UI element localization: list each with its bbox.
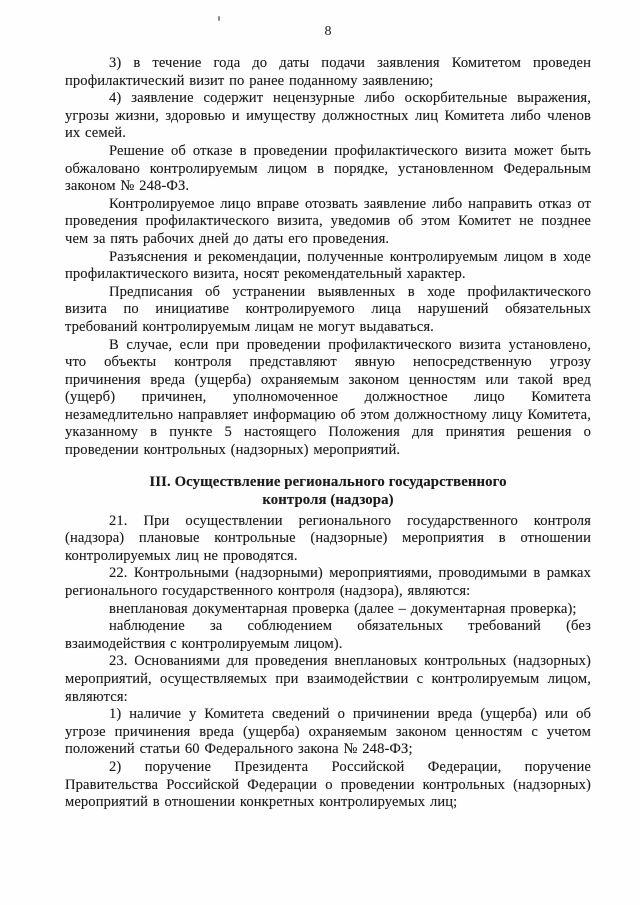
paragraph-item-4: 4) заявление содержит нецензурные либо оскорбительные выражения, угрозы жизни, здоровью и имуществу должностных лиц Комитета либо членов их семей. bbox=[65, 90, 591, 142]
paragraph-prescriptions: Предписания об устранении выявленных в ходе профилактического визита по инициативе контролируемого лица нарушений обязательных требований контролируемым лицам не могут выдаваться. bbox=[65, 283, 591, 335]
paragraph-point-23: 23. Основаниями для проведения внеплановых контрольных (надзорных) мероприятий, осуществляемых при взаимодействии с контролируемым лицом, являются: bbox=[65, 653, 591, 705]
paragraph-threat-case: В случае, если при проведении профилактического визита установлено, что объекты контроля представляют явную непосредственную угрозу причинения вреда (ущерба) охраняемым законом ценностям или такой вред (ущерб) причинен, уполномоченное должностное лицо Комитета незамедлительно направляет информацию об этом должностному лицу Комитета, указанному в пункте 5 настоящего Положения для принятия решения о проведении контрольных (надзорных) мероприятий. bbox=[65, 336, 591, 459]
paragraph-subitem-1: 1) наличие у Комитета сведений о причинении вреда (ущерба) или об угрозе причинения вреда (ущерба) охраняемым законом ценностям с учетом положений статьи 60 Федерального закона № 248-ФЗ; bbox=[65, 706, 591, 758]
paragraph-item-3: 3) в течение года до даты подачи заявления Комитетом проведен профилактический визит по ранее поданному заявлению; bbox=[65, 55, 591, 89]
paragraph-recommendations: Разъяснения и рекомендации, полученные контролируемым лицом в ходе профилактического визита, носят рекомендательный характер. bbox=[65, 248, 591, 283]
paragraph-observation: наблюдение за соблюдением обязательных требований (без взаимодействия с контролируемым лицом). bbox=[65, 618, 591, 652]
paragraph-withdraw-application: Контролируемое лицо вправе отозвать заявление либо направить отказ от проведения профилактического визита, уведомив об этом Комитет не позднее чем за пять рабочих дней до даты его проведения. bbox=[65, 195, 591, 247]
paragraph-subitem-2: 2) поручение Президента Российской Федерации, поручение Правительства Российской Федерации о проведении контрольных (надзорных) мероприятий в отношении конкретных контролируемых лиц; bbox=[65, 758, 591, 811]
page-number: 8 bbox=[324, 24, 332, 39]
paragraph-documentary-check: внеплановая документарная проверка (далее – документарная проверка); bbox=[109, 600, 577, 617]
text-column bbox=[65, 0, 591, 812]
section-heading-line2: контроля (надзора) bbox=[262, 491, 394, 508]
paragraph-refusal-decision: Решение об отказе в проведении профилактического визита может быть обжаловано контролируемым лицом в порядке, установленном Федеральным законом № 248-ФЗ. bbox=[65, 142, 591, 195]
paragraph-point-22: 22. Контрольными (надзорными) мероприятиями, проводимыми в рамках регионального государственного контроля (надзора), являются: bbox=[65, 565, 591, 600]
paragraph-point-21: 21. При осуществлении регионального государственного контроля (надзора) плановые контрольные (надзорные) мероприятия в отношении контролируемых лиц не проводятся. bbox=[65, 512, 591, 564]
section-heading bbox=[65, 473, 591, 509]
section-heading-line1: III. Осуществление регионального государственного bbox=[149, 473, 507, 490]
